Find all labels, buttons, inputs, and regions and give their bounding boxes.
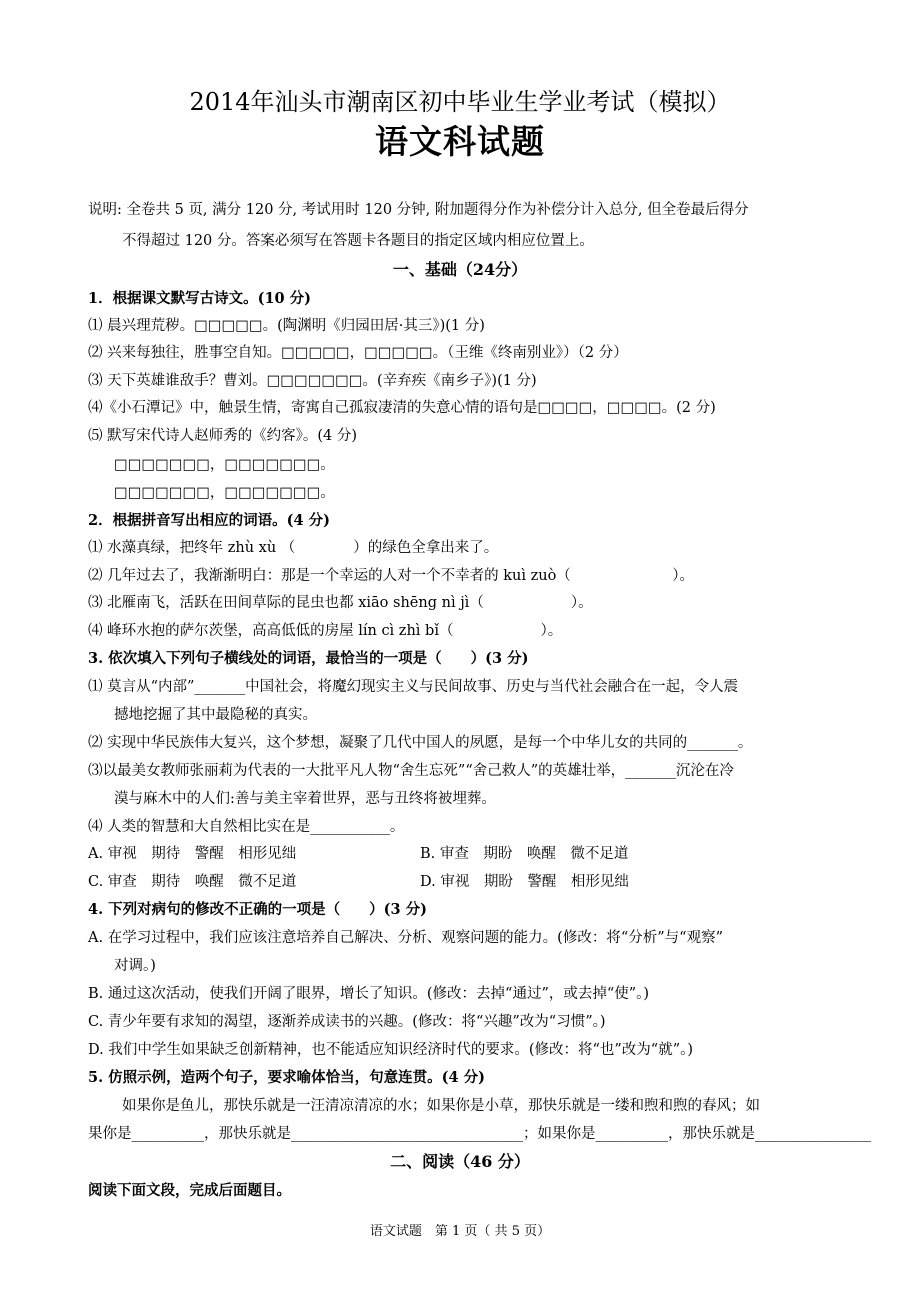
q2-item-2: ⑵ 几年过去了，我渐渐明白：那是一个幸运的人对一个不幸者的 kuì zuò（ ）。 bbox=[88, 568, 695, 584]
section-1-heading: 一、基础（24分） bbox=[392, 260, 528, 279]
q3-item-1a: ⑴ 莫言从“内部”_______中国社会，将魔幻现实主义与民间故事、历史与当代社会融合在一起，令人震 bbox=[88, 679, 739, 695]
q2-item-4: ⑷ 峰环水抱的萨尔茨堡，高高低低的房屋 lín cì zhì bǐ（ ）。 bbox=[88, 623, 563, 639]
section-2-heading: 二、阅读（46 分） bbox=[390, 1152, 530, 1171]
q1-boxes-1: □□□□□□□，□□□□□□□。 bbox=[114, 457, 335, 473]
q1-item-2: ⑵ 兴来每独往，胜事空自知。□□□□□，□□□□□。（王维《终南别业》）（2 分） bbox=[88, 345, 628, 361]
q1-item-4: ⑷《小石潭记》中，触景生情，寄寓自己孤寂凄清的失意心情的语句是□□□□，□□□□。(2 分) bbox=[88, 400, 716, 416]
q2-item-3: ⑶ 北雁南飞，活跃在田间草际的昆虫也都 xiāo shēng nì jì（ ）。 bbox=[88, 595, 593, 611]
q4-title: 4. 下列对病句的修改不正确的一项是（ ）(3 分) bbox=[88, 901, 428, 918]
q3-option-d: D. 审视 期盼 警醒 相形见绌 bbox=[420, 874, 629, 890]
q3-option-a: A. 审视 期待 警醒 相形见绌 bbox=[88, 846, 297, 862]
q4-option-a-1: A. 在学习过程中，我们应该注意培养自己解决、分析、观察问题的能力。(修改：将“分析”与“观察” bbox=[88, 930, 723, 946]
instructions-line-1: 说明: 全卷共 5 页, 满分 120 分, 考试用时 120 分钟, 附加题得分作为补偿分计入总分, 但全卷最后得分 bbox=[88, 202, 749, 218]
q5-example-line: 如果你是鱼儿，那快乐就是一汪清凉清凉的水；如果你是小草，那快乐就是一缕和煦和煦的春风；如 bbox=[122, 1098, 760, 1114]
q3-item-3a: ⑶以最美女教师张丽莉为代表的一大批平凡人物“舍生忘死”“舍己救人”的英雄壮举，_______沉沦在冷 bbox=[88, 763, 734, 779]
page-footer: 语文试题 第 1 页（ 共 5 页） bbox=[369, 1224, 551, 1239]
q1-item-3: ⑶ 天下英雄谁敌手？曹刘。□□□□□□□。(辛弃疾《南乡子》)(1 分) bbox=[88, 373, 537, 389]
exam-subtitle: 语文科试题 bbox=[375, 122, 545, 161]
q5-answer-line: 果你是__________，那快乐就是________________________________；如果你是__________，那快乐就是________________ bbox=[88, 1126, 871, 1142]
q2-item-1: ⑴ 水藻真绿，把终年 zhù xù （ ）的绿色全拿出来了。 bbox=[88, 540, 499, 556]
q1-title: 1．根据课文默写古诗文。(10 分) bbox=[88, 290, 312, 307]
q4-option-a-2: 对调。) bbox=[114, 958, 156, 974]
q4-option-b: B. 通过这次活动，使我们开阔了眼界，增长了知识。(修改：去掉“通过”，或去掉“使”。) bbox=[88, 986, 650, 1002]
exam-title: 2014年汕头市潮南区初中毕业生学业考试（模拟） bbox=[189, 88, 731, 116]
q3-title: 3. 依次填入下列句子横线处的词语，最恰当的一项是（ ）(3 分) bbox=[88, 650, 529, 667]
instructions-line-2: 不得超过 120 分。答案必须写在答题卡各题目的指定区域内相应位置上。 bbox=[122, 233, 594, 249]
q3-option-b: B. 审查 期盼 唤醒 微不足道 bbox=[420, 846, 629, 862]
q3-item-1b: 撼地挖掘了其中最隐秘的真实。 bbox=[114, 707, 317, 723]
q1-item-1: ⑴ 晨兴理荒秽。□□□□□。(陶渊明《归园田居·其三》)(1 分) bbox=[88, 318, 485, 334]
q1-item-5: ⑸ 默写宋代诗人赵师秀的《约客》。(4 分) bbox=[88, 428, 358, 444]
q2-title: 2．根据拼音写出相应的词语。(4 分) bbox=[88, 512, 330, 529]
q3-item-4: ⑷ 人类的智慧和大自然相比实在是___________。 bbox=[88, 819, 405, 835]
section-2-intro: 阅读下面文段，完成后面题目。 bbox=[88, 1182, 291, 1199]
q1-boxes-2: □□□□□□□，□□□□□□□。 bbox=[114, 485, 335, 501]
q4-option-c: C. 青少年要有求知的渴望，逐渐养成读书的兴趣。(修改：将“兴趣”改为“习惯”。) bbox=[88, 1014, 606, 1030]
q4-option-d: D. 我们中学生如果缺乏创新精神，也不能适应知识经济时代的要求。(修改：将“也”改为“就”。) bbox=[88, 1042, 694, 1058]
q3-item-2: ⑵ 实现中华民族伟大复兴，这个梦想，凝聚了几代中国人的夙愿，是每一个中华儿女的共同的_______。 bbox=[88, 735, 753, 751]
q3-option-c: C. 审查 期待 唤醒 微不足道 bbox=[88, 874, 297, 890]
q3-item-3b: 漠与麻木中的人们:善与美主宰着世界，恶与丑终将被埋葬。 bbox=[114, 791, 496, 807]
q5-title: 5. 仿照示例，造两个句子，要求喻体恰当，句意连贯。(4 分) bbox=[88, 1069, 486, 1086]
